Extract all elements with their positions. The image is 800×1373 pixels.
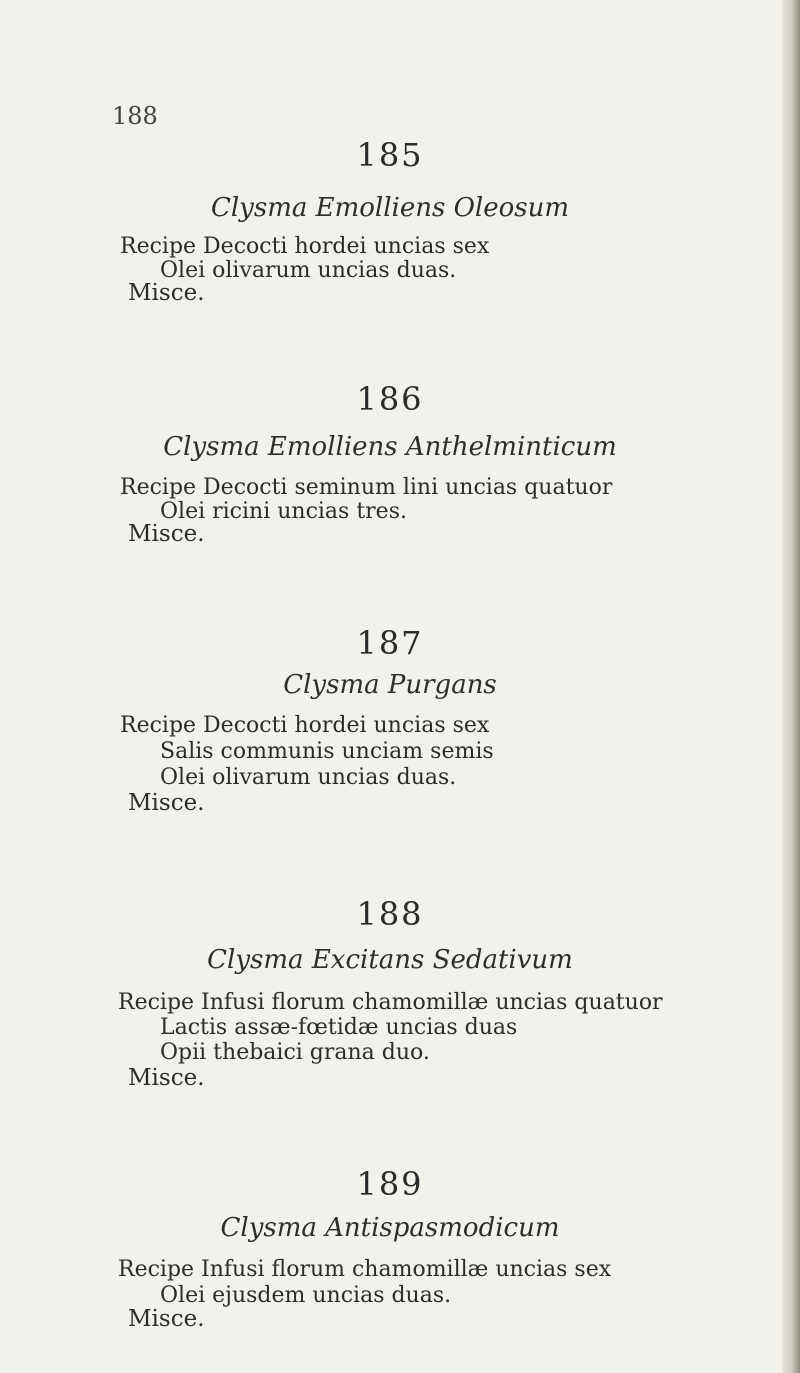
recipe-number: 188 bbox=[356, 895, 424, 933]
recipe-line: Recipe Decocti seminum lini uncias quatuor bbox=[120, 475, 613, 500]
recipe-number: 189 bbox=[356, 1165, 424, 1203]
recipe-number: 187 bbox=[356, 624, 424, 662]
recipe-line: Recipe Decocti hordei uncias sex bbox=[120, 713, 490, 738]
recipe-line: Lactis assæ-fœtidæ uncias duas bbox=[160, 1015, 518, 1040]
recipe-line: Olei ricini uncias tres. bbox=[160, 499, 407, 524]
page-edge-shadow bbox=[782, 0, 800, 1373]
recipe-closing: Misce. bbox=[128, 790, 205, 816]
recipe-closing: Misce. bbox=[128, 1065, 205, 1091]
recipe-title: Clysma Antispasmodicum bbox=[220, 1213, 560, 1243]
recipe-line: Olei ejusdem uncias duas. bbox=[160, 1283, 452, 1308]
recipe-line: Recipe Infusi florum chamomillæ uncias sex bbox=[118, 1257, 612, 1282]
page-number: 188 bbox=[112, 102, 158, 130]
recipe-line: Olei olivarum uncias duas. bbox=[160, 765, 457, 790]
recipe-line: Recipe Decocti hordei uncias sex bbox=[120, 234, 490, 259]
recipe-line: Opii thebaici grana duo. bbox=[160, 1040, 430, 1065]
recipe-title: Clysma Emolliens Oleosum bbox=[210, 193, 570, 223]
recipe-closing: Misce. bbox=[128, 521, 205, 547]
recipe-line: Salis communis unciam semis bbox=[160, 739, 494, 764]
recipe-line: Recipe Infusi florum chamomillæ uncias quatuor bbox=[118, 990, 663, 1015]
recipe-title: Clysma Emolliens Anthelminticum bbox=[163, 432, 617, 462]
recipe-closing: Misce. bbox=[128, 1306, 205, 1332]
recipe-number: 185 bbox=[356, 136, 424, 174]
recipe-closing: Misce. bbox=[128, 280, 205, 306]
recipe-title: Clysma Purgans bbox=[283, 670, 497, 700]
recipe-title: Clysma Excitans Sedativum bbox=[207, 945, 573, 975]
recipe-number: 186 bbox=[356, 380, 424, 418]
recipe-line: Olei olivarum uncias duas. bbox=[160, 258, 457, 283]
